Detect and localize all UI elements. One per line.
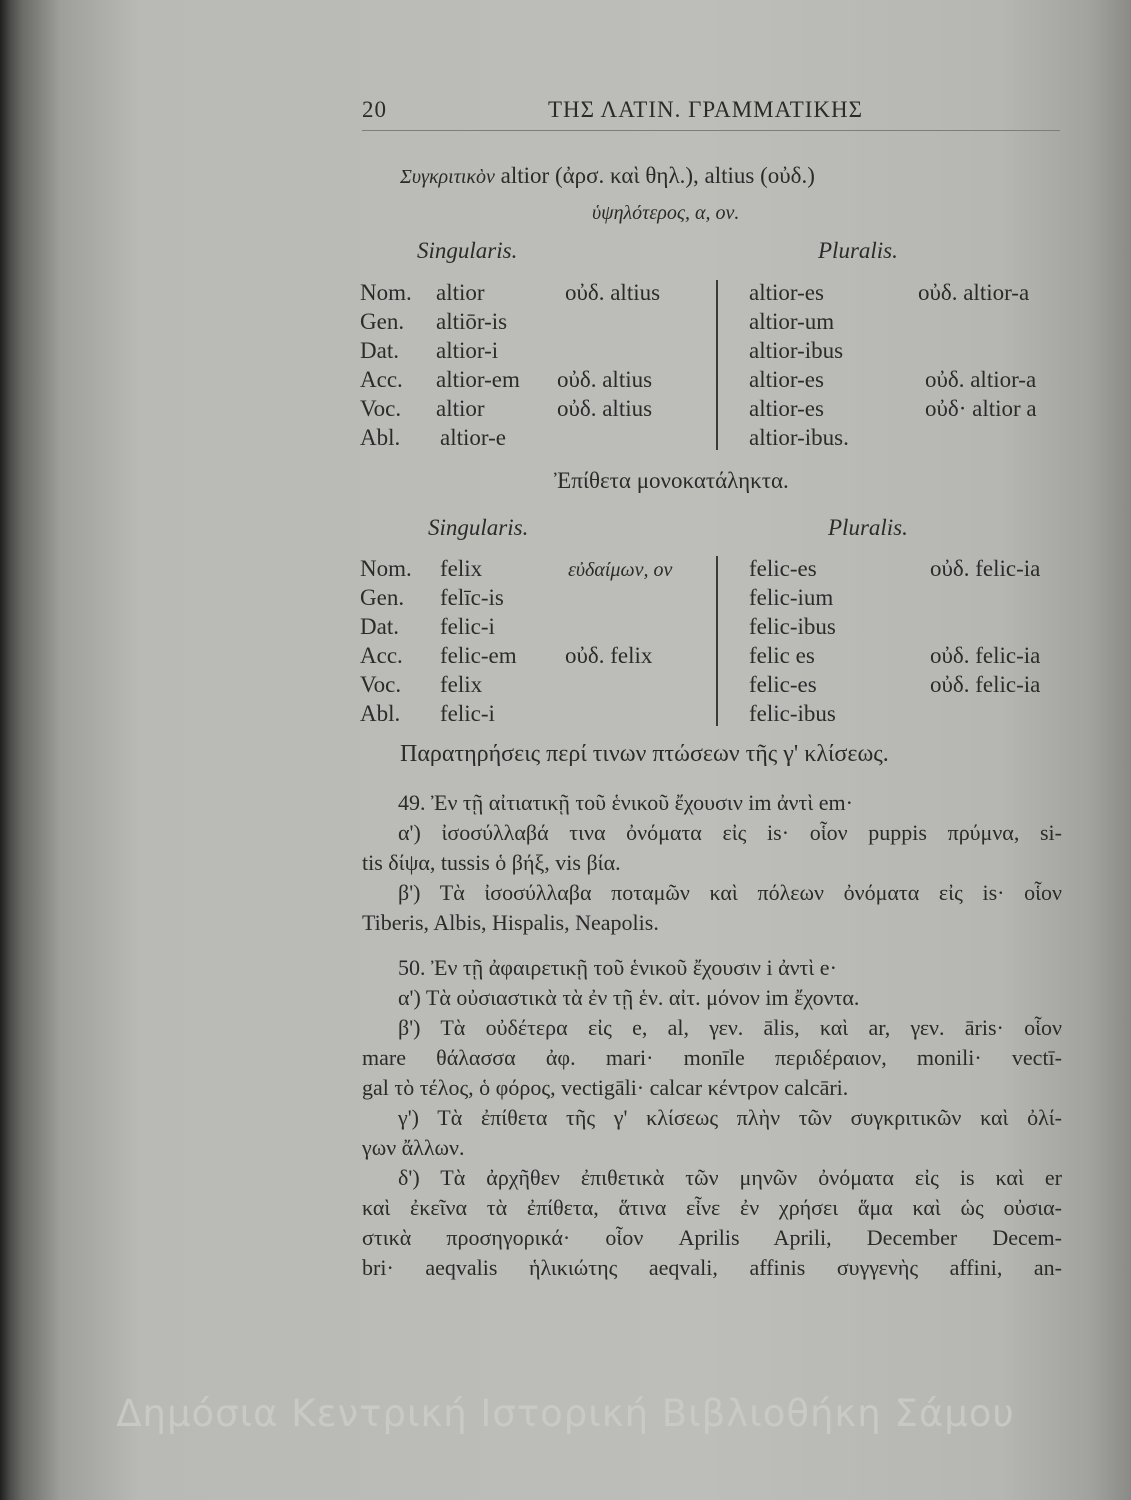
case-label: Voc. [360, 672, 402, 697]
case-label: Gen. [360, 309, 405, 334]
library-watermark: Δημόσια Κεντρική Ιστορική Βιβλιοθήκη Σάμου [116, 1392, 1015, 1435]
text-line: α') Τὰ οὐσιαστικὰ τὰ ἐν τῇ ἑν. αἰτ. μόνον im ἔχοντα. [398, 985, 860, 1010]
plural-form: felic-es [749, 672, 817, 697]
case-label: Gen. [360, 585, 405, 610]
felix-gloss: εὐδαίμων, ον [568, 559, 673, 581]
case-label: Acc. [360, 643, 403, 668]
singular-form: altior [436, 396, 485, 421]
singular-neuter-form: οὐδ. altius [557, 396, 653, 421]
comparative-singularis-label: Singularis. [417, 238, 518, 263]
singular-form: altior [436, 280, 485, 305]
case-label: Nom. [360, 556, 412, 581]
comparative-forms: altior (ἀρσ. καὶ θηλ.), altius (οὐδ.) [500, 163, 815, 188]
text-line: Tiberis, Albis, Hispalis, Neapolis. [362, 910, 659, 935]
page-number: 20 [362, 97, 387, 122]
plural-neuter-form: οὐδ. felic-ia [930, 556, 1041, 581]
singular-form: felix [440, 672, 483, 697]
comparative-label: Συγκριτικὸν [400, 166, 495, 188]
plural-form: altior-ibus. [749, 425, 849, 450]
text-line: δ') Τὰ ἀρχῆθεν ἐπιθετικὰ τῶν μηνῶν ὀνόματα εἰς is καὶ er [398, 1165, 1062, 1190]
plural-form: felic-ium [749, 585, 834, 610]
text-line: β') Τὰ οὐδέτερα εἰς e, al, γεν. ālis, καὶ ar, γεν. āris· οἷον [398, 1015, 1062, 1040]
singular-form: felic-i [440, 614, 495, 639]
plural-neuter-form: οὐδ. altior-a [925, 367, 1037, 392]
text-line: στικὰ προσηγορικά· οἷον Aprilis Aprili, December Decem- [362, 1225, 1062, 1250]
plural-form: altior-es [749, 280, 824, 305]
text-line: α') ἰσοσύλλαβά τινα ὀνόματα εἰς is· οἷον puppis πρύμνα, si- [398, 820, 1062, 845]
text-line: β') Τὰ ἰσοσύλλαβα ποταμῶν καὶ πόλεων ὀνόματα εἰς is· οἷον [398, 880, 1062, 905]
text-line: tis δίψα, tussis ὁ βήξ, vis βία. [362, 850, 621, 875]
singular-neuter-form: οὐδ. felix [565, 643, 653, 668]
paragraph-49 [362, 788, 1062, 938]
singular-form: felix [440, 556, 483, 581]
text-line: γων ἄλλων. [362, 1135, 465, 1160]
singular-form: altiōr-is [436, 309, 508, 334]
plural-form: altior-es [749, 367, 824, 392]
singular-neuter-form: οὐδ. altius [565, 280, 661, 305]
plural-neuter-form: οὐδ. altior-a [918, 280, 1030, 305]
case-label: Acc. [360, 367, 403, 392]
case-label: Voc. [360, 396, 402, 421]
comparative-line [400, 163, 815, 189]
plural-form: felic es [749, 643, 815, 668]
case-label: Abl. [360, 425, 401, 450]
plural-form: altior-um [749, 309, 835, 334]
plural-form: altior-es [749, 396, 824, 421]
plural-neuter-form: οὐδ. felic-ia [930, 672, 1041, 697]
singular-neuter-form: οὐδ. altius [557, 367, 653, 392]
felix-pluralis-label: Pluralis. [828, 515, 908, 540]
singular-form: felīc-is [440, 585, 504, 610]
running-title: ΤΗΣ ΛΑΤΙΝ. ΓΡΑΜΜΑΤΙΚΗΣ [548, 97, 864, 122]
text-line: γ') Τὰ ἐπίθετα τῆς γ' κλίσεως πλὴν τῶν συγκριτικῶν καὶ ὀλί- [398, 1105, 1062, 1130]
singular-form: altior-i [436, 338, 499, 363]
felix-singularis-label: Singularis. [428, 515, 529, 540]
paragraph-50 [362, 953, 1062, 1283]
case-label: Nom. [360, 280, 412, 305]
section-heading: Ἐπίθετα μονοκατάληκτα. [554, 468, 789, 493]
text-line: 50. Ἐν τῇ ἀφαιρετικῇ τοῦ ἑνικοῦ ἔχουσιν i ἀντὶ e· [398, 955, 837, 980]
plural-form: felic-es [749, 556, 817, 581]
singular-form: felic-em [440, 643, 517, 668]
header-rule [362, 130, 1060, 131]
plural-neuter-form: οὐδ· altior a [925, 396, 1037, 421]
case-label: Dat. [360, 338, 399, 363]
column-divider [716, 556, 718, 726]
text-line: gal τὸ τέλος, ὁ φόρος, vectigāli· calcar κέντρον calcāri. [362, 1075, 849, 1100]
plural-form: felic-ibus [749, 701, 836, 726]
text-line: καὶ ἐκεῖνα τὰ ἐπίθετα, ἅτινα εἶνε ἐν χρήσει ἅμα καὶ ὡς οὐσια- [362, 1195, 1062, 1220]
plural-form: felic-ibus [749, 614, 836, 639]
singular-form: altior-e [440, 425, 506, 450]
plural-form: altior-ibus [749, 338, 844, 363]
comparative-pluralis-label: Pluralis. [818, 238, 898, 263]
singular-form: felic-i [440, 701, 495, 726]
comparative-gloss: ὑψηλότερος, α, ον. [592, 202, 740, 224]
text-line: mare θάλασσα ἀφ. mari· monīle περιδέραιον, monili· vectī- [362, 1045, 1062, 1070]
plural-neuter-form: οὐδ. felic-ia [930, 643, 1041, 668]
text-line: bri· aeqvalis ἡλικιώτης aeqvali, affinis συγγενὴς affini, an- [362, 1255, 1062, 1280]
case-label: Dat. [360, 614, 399, 639]
text-line: 49. Ἐν τῇ αἰτιατικῇ τοῦ ἑνικοῦ ἔχουσιν im ἀντὶ em· [398, 790, 853, 815]
column-divider [716, 280, 718, 450]
case-label: Abl. [360, 701, 401, 726]
singular-form: altior-em [436, 367, 520, 392]
observations-heading: Παρατηρήσεις περί τινων πτώσεων τῆς γ' κλίσεως. [400, 741, 889, 767]
